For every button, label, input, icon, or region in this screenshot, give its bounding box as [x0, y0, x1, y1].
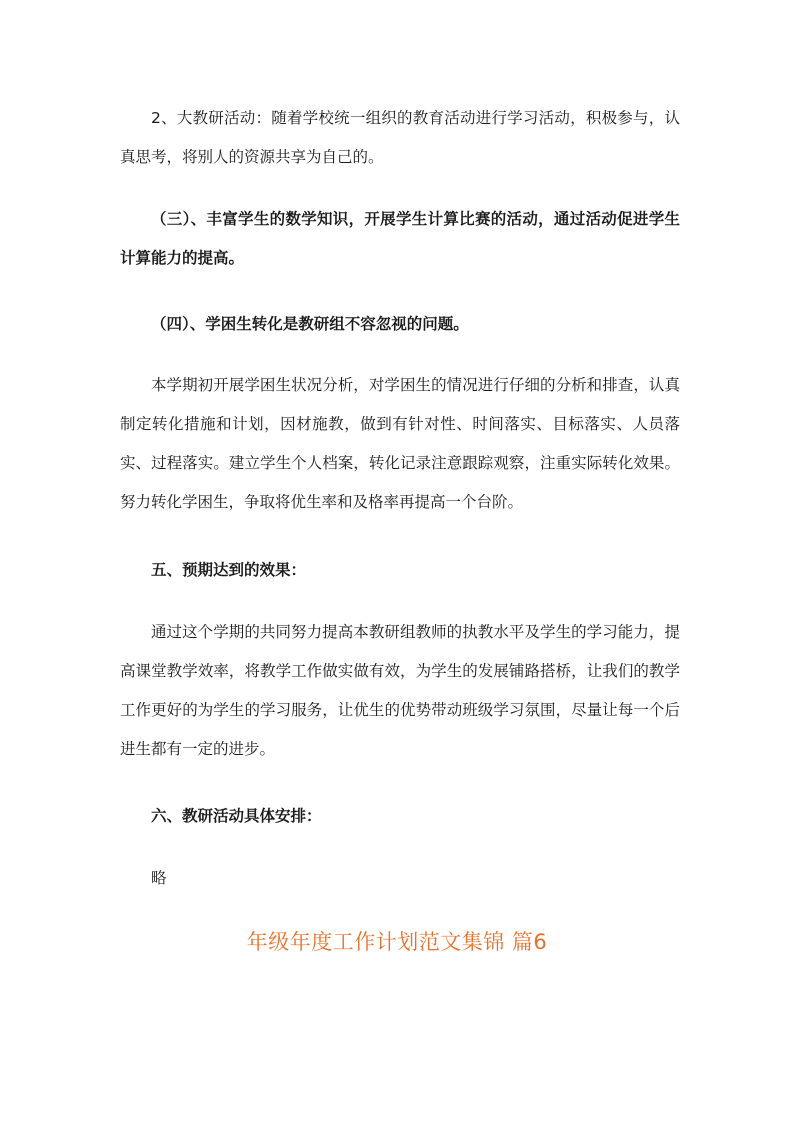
section-title: 年级年度工作计划范文集锦 篇6 — [246, 930, 548, 954]
paragraph-expected-results: 通过这个学期的共同努力提高本教研组教师的执教水平及学生的学习能力，提高课堂教学效率，将教学工作做实做有效，为学生的发展铺路搭桥，让我们的教学工作更好的为学生的学习服务，让优生的优势带动班级学习氛围，尽量让每一个后进生都有一定的进步。 — [120, 623, 680, 758]
heading-activity-schedule: 六、教研活动具体安排： — [151, 807, 322, 825]
heading-section-four: （四）、学困生转化是教研组不容忽视的问题。 — [151, 315, 469, 333]
paragraph-teaching-research-activity: 2、大教研活动：随着学校统一组织的教育活动进行学习活动，积极参与，认真思考，将别人的资源共享为自己的。 — [120, 109, 680, 166]
paragraph-omitted: 略 — [151, 869, 167, 887]
heading-section-three: （三）、丰富学生的数学知识，开展学生计算比赛的活动，通过活动促进学生计算能力的提高。 — [120, 210, 680, 267]
paragraph-struggling-students: 本学期初开展学困生状况分析，对学困生的情况进行仔细的分析和排查，认真制定转化措施和计划，因材施教，做到有针对性、时间落实、目标落实、人员落实、过程落实。建立学生个人档案，转化记录注意跟踪观察，注重实际转化效果。努力转化学困生，争取将优生率和及格率再提高一个台阶。 — [120, 376, 680, 511]
heading-expected-results: 五、预期达到的效果： — [151, 561, 307, 579]
